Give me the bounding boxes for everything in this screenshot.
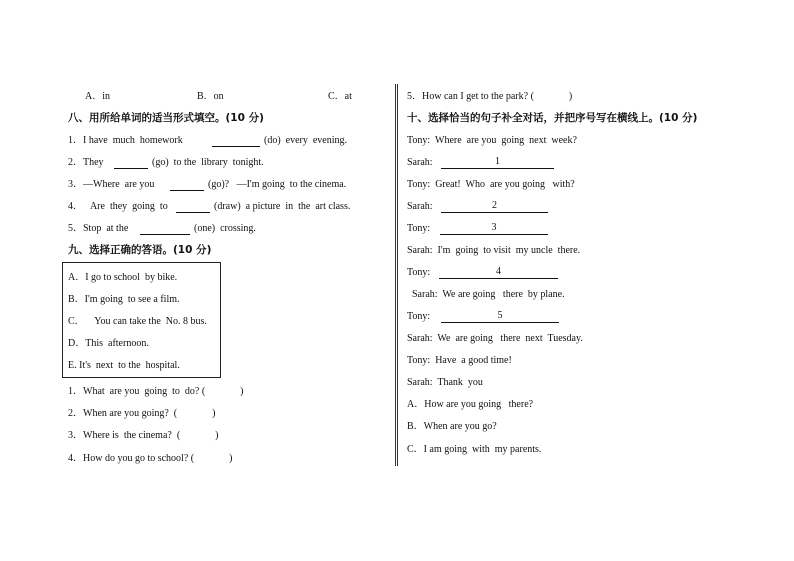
s8-item-1-blank[interactable] xyxy=(212,134,260,147)
dialog-line-12: Sarah: Thank you xyxy=(407,377,483,388)
dialog-line-8: Sarah: We are going there by plane. xyxy=(407,289,565,300)
s8-item-2-pre: 2．They xyxy=(68,157,104,168)
s8-item-1-pre: 1．I have much homework xyxy=(68,135,183,146)
s9-question-1[interactable]: 1．What are you going to do? ( ) xyxy=(68,386,244,397)
s8-item-5-blank[interactable] xyxy=(140,222,190,235)
section-10-heading: 十、选择恰当的句子补全对话，并把序号写在横线上。(10 分) xyxy=(407,112,698,124)
dialog-blank-4[interactable]: 4 xyxy=(439,266,558,279)
section-8-heading: 八、用所给单词的适当形式填空。(10 分) xyxy=(68,112,264,124)
dialog-line-6: Sarah: I'm going to visit my uncle there. xyxy=(407,245,581,256)
option-b: B．on xyxy=(197,91,224,102)
s9-choice-c: C． You can take the No. 8 bus. xyxy=(68,316,207,327)
column-divider xyxy=(395,84,398,466)
section-9-heading: 九、选择正确的答语。(10 分) xyxy=(68,244,212,256)
dialog-line-2: Sarah: xyxy=(407,157,433,168)
s9-choice-a: A．I go to school by bike. xyxy=(68,272,178,283)
s8-item-4-pre: 4． Are they going to xyxy=(68,201,168,212)
s8-item-1-post: (do) every evening. xyxy=(264,135,348,146)
option-c: C．at xyxy=(328,91,352,102)
dialog-line-7: Tony: xyxy=(407,267,431,278)
s8-item-3-pre: 3．—Where are you xyxy=(68,179,155,190)
dialog-line-3: Tony: Great! Who are you going with? xyxy=(407,179,575,190)
dialog-blank-1[interactable]: 1 xyxy=(441,156,554,169)
s9-question-4[interactable]: 4．How do you go to school? ( ) xyxy=(68,453,233,464)
s8-item-5-pre: 5．Stop at the xyxy=(68,223,129,234)
s9-question-5[interactable]: 5．How can I get to the park? ( ) xyxy=(407,91,573,102)
s10-option-c: C．I am going with my parents. xyxy=(407,444,542,455)
dialog-blank-2[interactable]: 2 xyxy=(441,200,548,213)
s8-item-3-blank[interactable] xyxy=(170,178,204,191)
s9-choice-e: E. It's next to the hospital. xyxy=(68,360,180,371)
dialog-blank-3[interactable]: 3 xyxy=(440,222,548,235)
s8-item-2-blank[interactable] xyxy=(114,156,148,169)
dialog-line-10: Sarah: We are going there next Tuesday. xyxy=(407,333,583,344)
s8-item-3-post: (go)? —I'm going to the cinema. xyxy=(208,179,347,190)
dialog-line-11: Tony: Have a good time! xyxy=(407,355,512,366)
s8-item-2-post: (go) to the library tonight. xyxy=(152,157,264,168)
s9-question-3[interactable]: 3．Where is the cinema? ( ) xyxy=(68,430,219,441)
s9-question-2[interactable]: 2．When are you going? ( ) xyxy=(68,408,216,419)
dialog-line-4: Sarah: xyxy=(407,201,433,212)
dialog-line-1: Tony: Where are you going next week? xyxy=(407,135,577,146)
dialog-line-9: Tony: xyxy=(407,311,431,322)
s8-item-4-blank[interactable] xyxy=(176,200,210,213)
s9-choice-b: B．I'm going to see a film. xyxy=(68,294,180,305)
s10-option-a: A．How are you going there? xyxy=(407,399,534,410)
s9-choice-d: D．This afternoon. xyxy=(68,338,149,349)
dialog-blank-5[interactable]: 5 xyxy=(441,310,559,323)
option-a: A．in xyxy=(85,91,110,102)
s8-item-5-post: (one) crossing. xyxy=(194,223,256,234)
s8-item-4-post: (draw) a picture in the art class. xyxy=(214,201,351,212)
dialog-line-5: Tony: xyxy=(407,223,431,234)
s10-option-b: B．When are you go? xyxy=(407,421,497,432)
